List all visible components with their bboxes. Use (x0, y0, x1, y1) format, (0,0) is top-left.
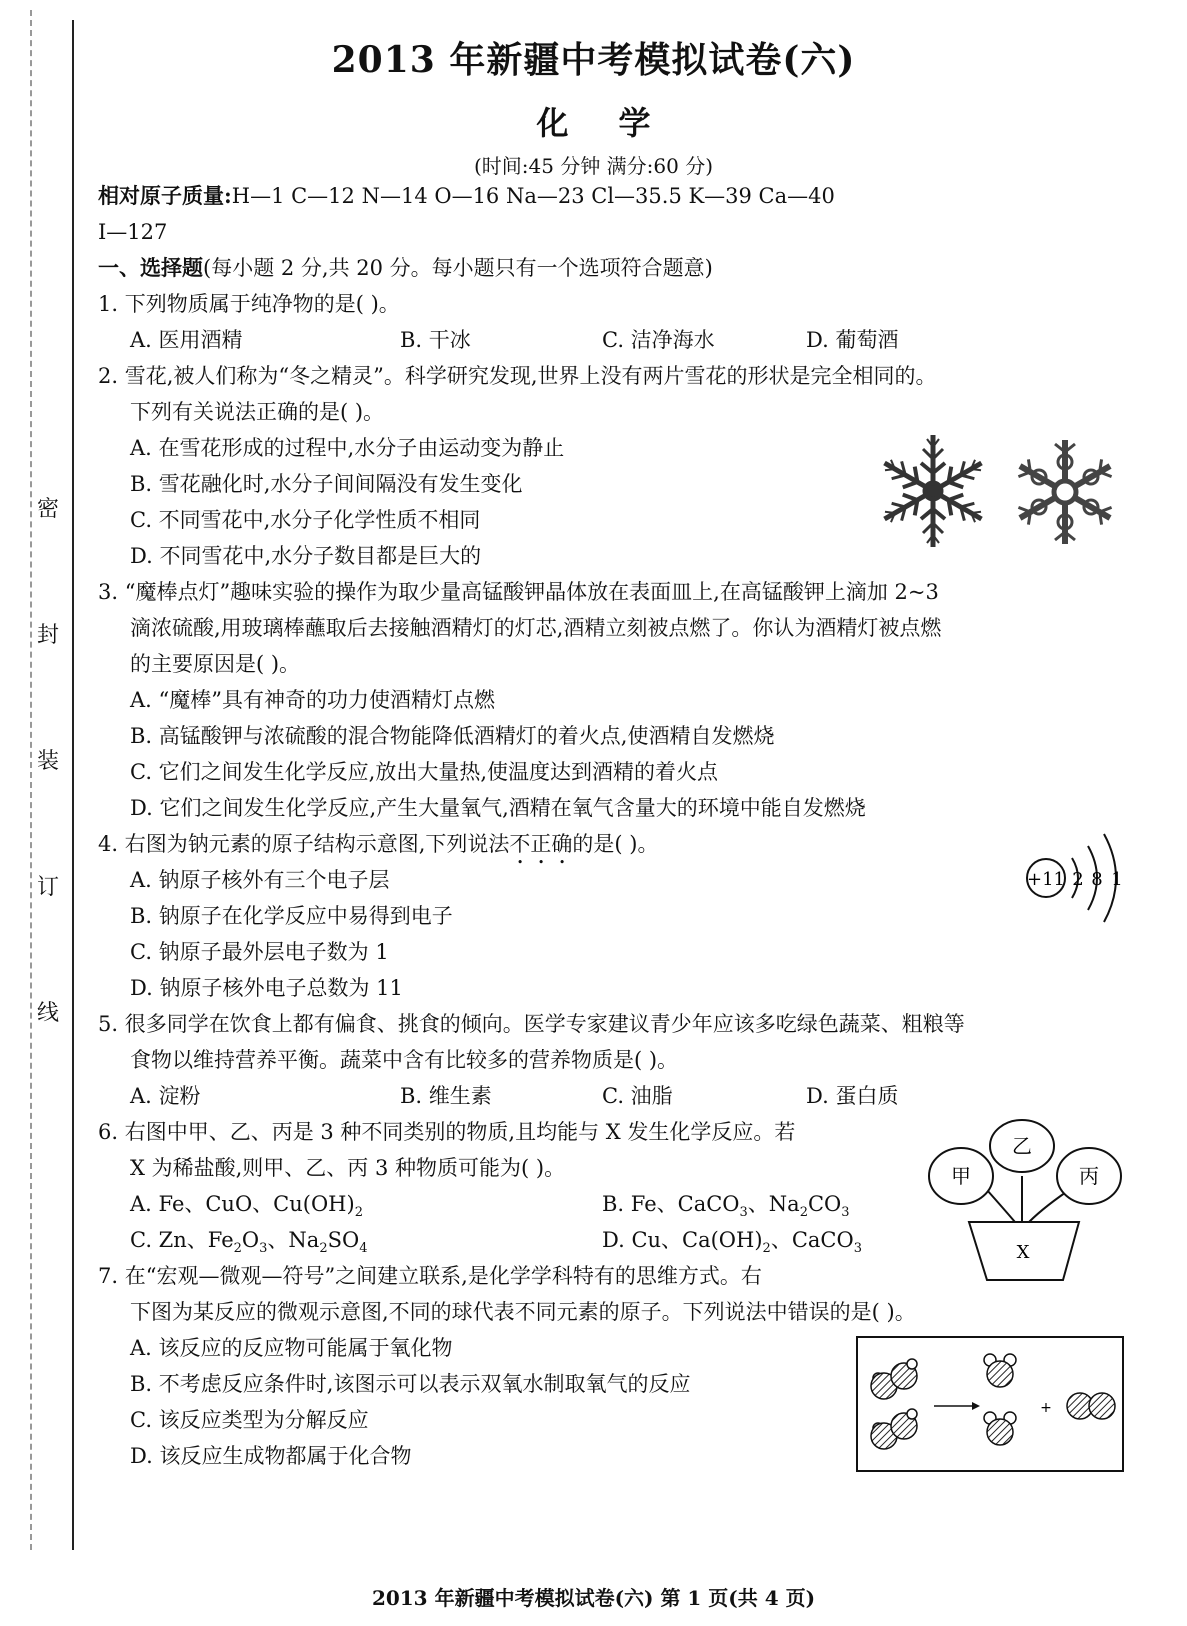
nucleus-charge: +11 (1027, 869, 1065, 890)
q5-stem-2: 食物以维持营养平衡。蔬菜中含有比较多的营养物质是( )。 (130, 1048, 679, 1072)
q1-option-a: A. 医用酒精 (130, 328, 243, 352)
q6-option-c: C. Zn、$Fe_2O_3$、$Na_2SO_4$ (130, 1228, 368, 1257)
q6-option-d: D. Cu、$Ca(OH)_2$、CaCO$_3$ (602, 1228, 862, 1257)
q1-option-d: D. 葡萄酒 (806, 328, 899, 352)
q7-option-d: D. 该反应生成物都属于化合物 (130, 1444, 412, 1468)
q2-stem-1: 2. 雪花,被人们称为“冬之精灵”。科学研究发现,世界上没有两片雪花的形状是完全相同的。 (98, 364, 937, 388)
q3-option-d: D. 它们之间发生化学反应,产生大量氧气,酒精在氧气含量大的环境中能自发燃烧 (130, 796, 866, 820)
q5-option-d: D. 蛋白质 (806, 1084, 899, 1108)
q7-stem-1: 7. 在“宏观—微观—符号”之间建立联系,是化学学科特有的思维方式。右 (98, 1264, 762, 1288)
q3-stem-2: 滴浓硫酸,用玻璃棒蘸取后去接触酒精灯的灯芯,酒精立刻被点燃了。你认为酒精灯被点燃 (130, 616, 942, 640)
time-info: (时间:45 分钟 满分:60 分) (473, 154, 714, 178)
snowflake-image-1 (868, 432, 998, 550)
snowflake-image-2 (1008, 436, 1123, 548)
flower-pot-diagram (925, 1118, 1125, 1286)
q6-stem-2: X 为稀盐酸,则甲、乙、丙 3 种物质可能为( )。 (130, 1156, 566, 1180)
q3-option-a: A. “魔棒”具有神奇的功力使酒精灯点燃 (130, 688, 495, 712)
flower-bing-label: 丙 (1079, 1164, 1099, 1188)
q1-stem: 1. 下列物质属于纯净物的是( )。 (98, 292, 400, 316)
q4-stem-post: 的是( )。 (572, 832, 659, 856)
q2-option-c: C. 不同雪花中,水分子化学性质不相同 (130, 508, 481, 532)
seal-char: 装 (36, 749, 59, 774)
q7-option-c: C. 该反应类型为分解反应 (130, 1408, 369, 1432)
q4-stem-pre: 4. 右图为钠元素的原子结构示意图,下列说法 (98, 832, 510, 856)
q2-option-a: A. 在雪花形成的过程中,水分子由运动变为静止 (130, 436, 565, 460)
q1-option-b: B. 干冰 (400, 328, 471, 352)
q6-option-a: A. Fe、CuO、$Cu(OH)_2$ (130, 1192, 363, 1221)
seal-char: 封 (36, 623, 59, 648)
subject-title: 化学 (536, 104, 701, 142)
q4-option-a: A. 钠原子核外有三个电子层 (130, 868, 390, 892)
seal-char: 线 (36, 1001, 59, 1026)
page-title: 2013 年新疆中考模拟试卷(六) (331, 39, 856, 81)
q3-option-c: C. 它们之间发生化学反应,放出大量热,使温度达到酒精的着火点 (130, 760, 719, 784)
q4-option-c: C. 钠原子最外层电子数为 1 (130, 940, 389, 964)
atomic-masses-label: 相对原子质量: (98, 183, 232, 208)
q3-stem-1: 3. “魔棒点灯”趣味实验的操作为取少量高锰酸钾晶体放在表面皿上,在高锰酸钾上滴加 2~3 (98, 580, 939, 604)
atomic-masses-line1: H—1 C—12 N—14 O—16 Na—23 Cl—35.5 K—39 Ca—40 (231, 184, 835, 208)
seal-dashed-line (30, 10, 32, 1550)
shell-3-count: 1 (1111, 869, 1123, 890)
section1-header (98, 254, 713, 282)
q4-option-b: B. 钠原子在化学反应中易得到电子 (130, 904, 453, 928)
q1-option-c: C. 洁净海水 (602, 328, 715, 352)
page-footer: 2013 年新疆中考模拟试卷(六) 第 1 页(共 4 页) (371, 1586, 816, 1610)
pot-x-label: X (1016, 1242, 1030, 1263)
q6-option-b: B. Fe、CaCO$_3$、$Na_2CO_3$ (602, 1192, 850, 1221)
flower-jia-label: 甲 (951, 1164, 971, 1188)
q7-stem-2: 下图为某反应的微观示意图,不同的球代表不同元素的原子。下列说法中错误的是( )。 (130, 1300, 916, 1324)
q5-option-a: A. 淀粉 (130, 1084, 201, 1108)
seal-char: 订 (36, 875, 59, 900)
q3-stem-3: 的主要原因是( )。 (130, 652, 301, 676)
q3-option-b: B. 高锰酸钾与浓硫酸的混合物能降低酒精灯的着火点,使酒精自发燃烧 (130, 724, 775, 748)
section1-heading: 一、选择题 (98, 255, 203, 280)
atomic-masses (98, 182, 835, 210)
q7-option-b: B. 不考虑反应条件时,该图示可以表示双氧水制取氧气的反应 (130, 1372, 691, 1396)
q2-stem-2: 下列有关说法正确的是( )。 (130, 400, 385, 424)
atomic-masses-line2: I—127 (98, 220, 168, 244)
plus-sign: + (1040, 1400, 1052, 1416)
q5-option-b: B. 维生素 (400, 1084, 492, 1108)
q4-stem-emphasis: 不正确 (509, 832, 573, 856)
binding-solid-line (72, 20, 74, 1550)
flower-yi-label: 乙 (1012, 1134, 1032, 1158)
reaction-micro-diagram (856, 1336, 1124, 1472)
q5-stem-1: 5. 很多同学在饮食上都有偏食、挑食的倾向。医学专家建议青少年应该多吃绿色蔬菜、粗粮等 (98, 1012, 965, 1036)
seal-char: 密 (36, 497, 59, 522)
section1-note: (每小题 2 分,共 20 分。每小题只有一个选项符合题意) (203, 256, 713, 280)
q4-option-d: D. 钠原子核外电子总数为 11 (130, 976, 403, 1000)
shell-1-count: 2 (1072, 869, 1084, 890)
q6-stem-1: 6. 右图中甲、乙、丙是 3 种不同类别的物质,且均能与 X 发生化学反应。若 (98, 1120, 796, 1144)
q4-stem (98, 830, 658, 869)
sodium-atom-diagram (1020, 830, 1130, 926)
q7-option-a: A. 该反应的反应物可能属于氧化物 (130, 1336, 453, 1360)
q5-option-c: C. 油脂 (602, 1084, 673, 1108)
q2-option-b: B. 雪花融化时,水分子间间隔没有发生变化 (130, 472, 523, 496)
q2-option-d: D. 不同雪花中,水分子数目都是巨大的 (130, 544, 482, 568)
shell-2-count: 8 (1091, 869, 1103, 890)
